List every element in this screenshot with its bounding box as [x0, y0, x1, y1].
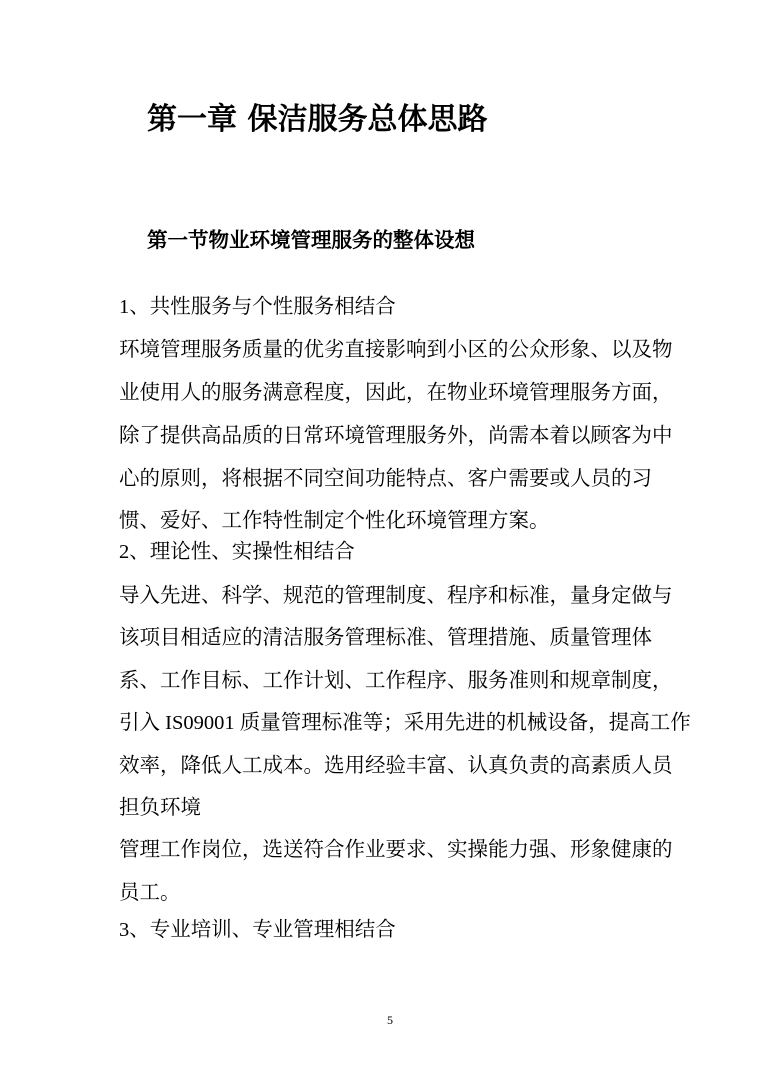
page-number: 5	[387, 1013, 393, 1027]
paragraph-line: 管理工作岗位，选送符合作业要求、实操能力强、形象健康的	[119, 839, 673, 861]
section-title: 第一节物业环境管理服务的整体设想	[147, 228, 475, 252]
paragraph-line: 效率，降低人工成本。选用经验丰富、认真负责的高素质人员	[119, 755, 673, 777]
subheading-2: 2、理论性、实操性相结合	[119, 541, 355, 563]
paragraph-line: 环境管理服务质量的优劣直接影响到小区的公众形象、以及物	[119, 339, 673, 361]
paragraph-line: 除了提供高品质的日常环境管理服务外，尚需本着以顾客为中	[119, 425, 673, 447]
chapter-title: 第一章 保洁服务总体思路	[147, 102, 488, 137]
paragraph-line: 该项目相适应的清洁服务管理标准、管理措施、质量管理体	[119, 627, 652, 649]
paragraph-line: 惯、爱好、工作特性制定个性化环境管理方案。	[119, 510, 550, 532]
paragraph-line: 导入先进、科学、规范的管理制度、程序和标准，量身定做与	[119, 585, 673, 607]
subheading-3: 3、专业培训、专业管理相结合	[119, 919, 396, 941]
paragraph-line: 心的原则，将根据不同空间功能特点、客户需要或人员的习	[119, 468, 652, 490]
paragraph-line: 引入 IS09001 质量管理标准等；采用先进的机械设备，提高工作	[119, 712, 691, 734]
paragraph-line: 担负环境	[119, 797, 201, 819]
subheading-1: 1、共性服务与个性服务相结合	[119, 296, 396, 318]
paragraph-line: 业使用人的服务满意程度，因此，在物业环境管理服务方面，	[119, 382, 673, 404]
paragraph-line: 员工。	[119, 882, 181, 904]
paragraph-line: 系、工作目标、工作计划、工作程序、服务准则和规章制度，	[119, 670, 673, 692]
